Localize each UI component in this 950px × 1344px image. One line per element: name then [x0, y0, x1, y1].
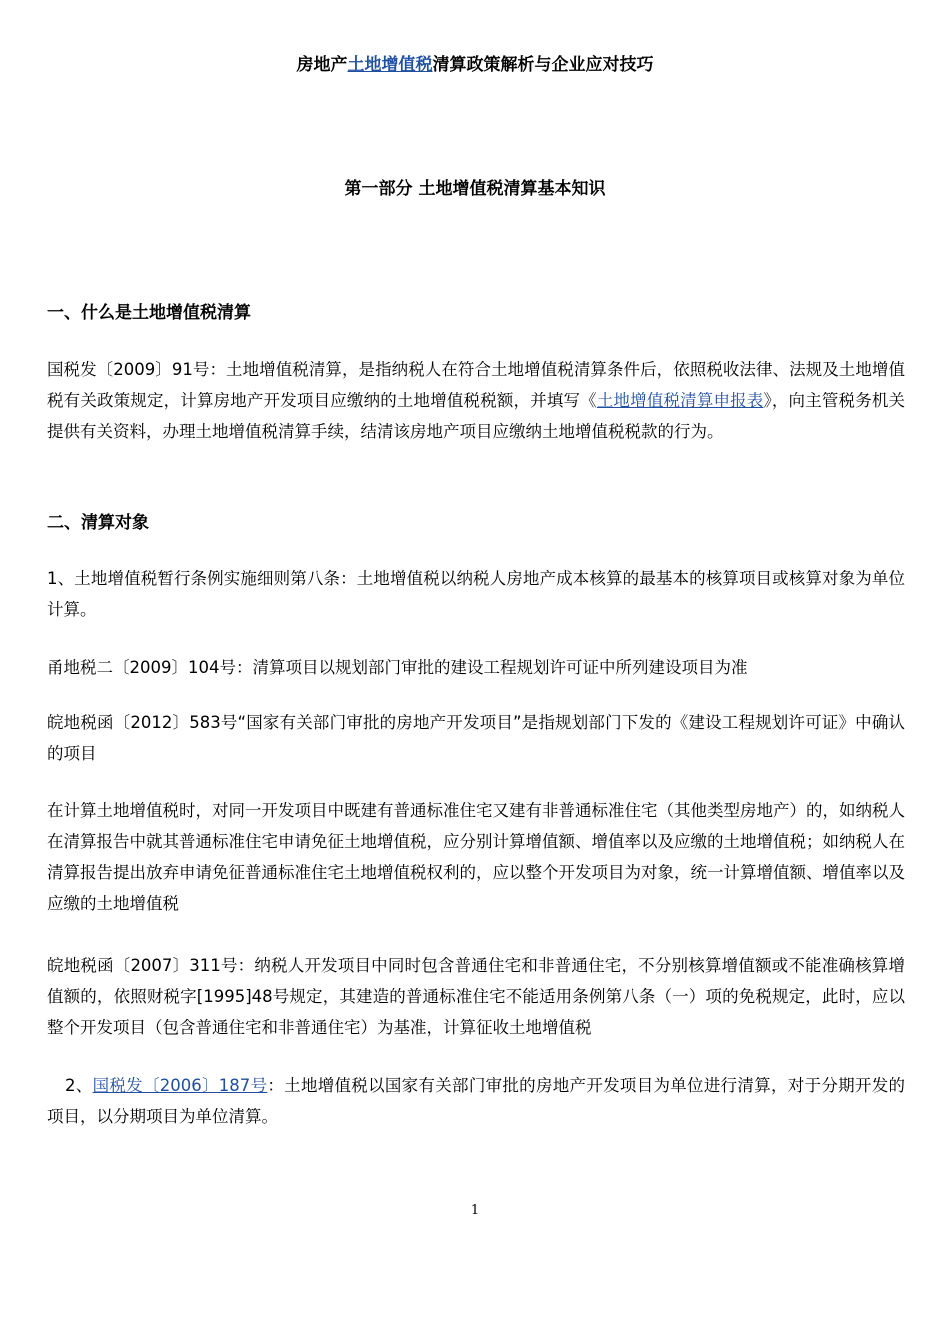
section2-paragraph-6 [47, 1070, 905, 1132]
section2-paragraph-1: 1、土地增值税暂行条例实施细则第八条：土地增值税以纳税人房地产成本核算的最基本的核算项目或核算对象为单位计算。 [47, 569, 905, 619]
declaration-form-link[interactable]: 土地增值税清算申报表 [596, 391, 764, 410]
section2-paragraph-5: 皖地税函〔2007〕311号：纳税人开发项目中同时包含普通住宅和非普通住宅，不分别核算增值额或不能准确核算增值额的，依照财税字[1995]48号规定，其建造的普通标准住宅不能适用条例第八条（一）项的免税规定，此时，应以整个开发项目（包含普通住宅和非普通住宅）为基准，计算征收土地增值税 [47, 956, 905, 1037]
section1-text-post: 》，向主管税务机关提供有关资料，办理土地增值税清算手续，结清该房地产项目应缴纳土地增值税税款的行为。 [47, 391, 906, 441]
title-link[interactable]: 土地增值税 [347, 55, 433, 75]
section2-paragraph-2: 甬地税二〔2009〕104号：清算项目以规划部门审批的建设工程规划许可证中所列建设项目为准 [47, 658, 748, 677]
paragraph6-text: ：土地增值税以国家有关部门审批的房地产开发项目为单位进行清算，对于分期开发的项目，以分期项目为单位清算。 [47, 1076, 906, 1126]
title-prefix: 房地产 [296, 55, 348, 75]
section2-paragraph-4: 在计算土地增值税时，对同一开发项目中既建有普通标准住宅又建有非普通标准住宅（其他类型房地产）的，如纳税人在清算报告中就其普通标准住宅申请免征土地增值税，应分别计算增值额、增值率以及应缴的土地增值税；如纳税人在清算报告提出放弃申请免征普通标准住宅土地增值税权利的，应以整个开发项目为对象，统一计算增值额、增值率以及应缴的土地增值税 [47, 801, 905, 913]
document-title [0, 53, 950, 77]
section2-paragraph-3: 皖地税函〔2012〕583号“国家有关部门审批的房地产开发项目”是指规划部门下发的《建设工程规划许可证》中确认的项目 [47, 713, 905, 763]
section1-text-pre: 国税发〔2009〕91号：土地增值税清算，是指纳税人在符合土地增值税清算条件后，依照税收法律、法规及土地增值税有关政策规定，计算房地产开发项目应缴纳的土地增值税税额，并填写《 [47, 360, 905, 410]
paragraph6-prefix: 2、 [65, 1076, 93, 1095]
page-number: 1 [470, 1203, 480, 1218]
section1-heading: 一、什么是土地增值税清算 [47, 303, 251, 323]
title-suffix: 清算政策解析与企业应对技巧 [432, 55, 654, 75]
section2-heading: 二、清算对象 [47, 513, 149, 533]
guoshuifa-2006-187-link[interactable]: 国税发〔2006〕187号 [92, 1076, 268, 1095]
part-heading: 第一部分 土地增值税清算基本知识 [344, 179, 606, 199]
section1-paragraph [47, 354, 905, 447]
